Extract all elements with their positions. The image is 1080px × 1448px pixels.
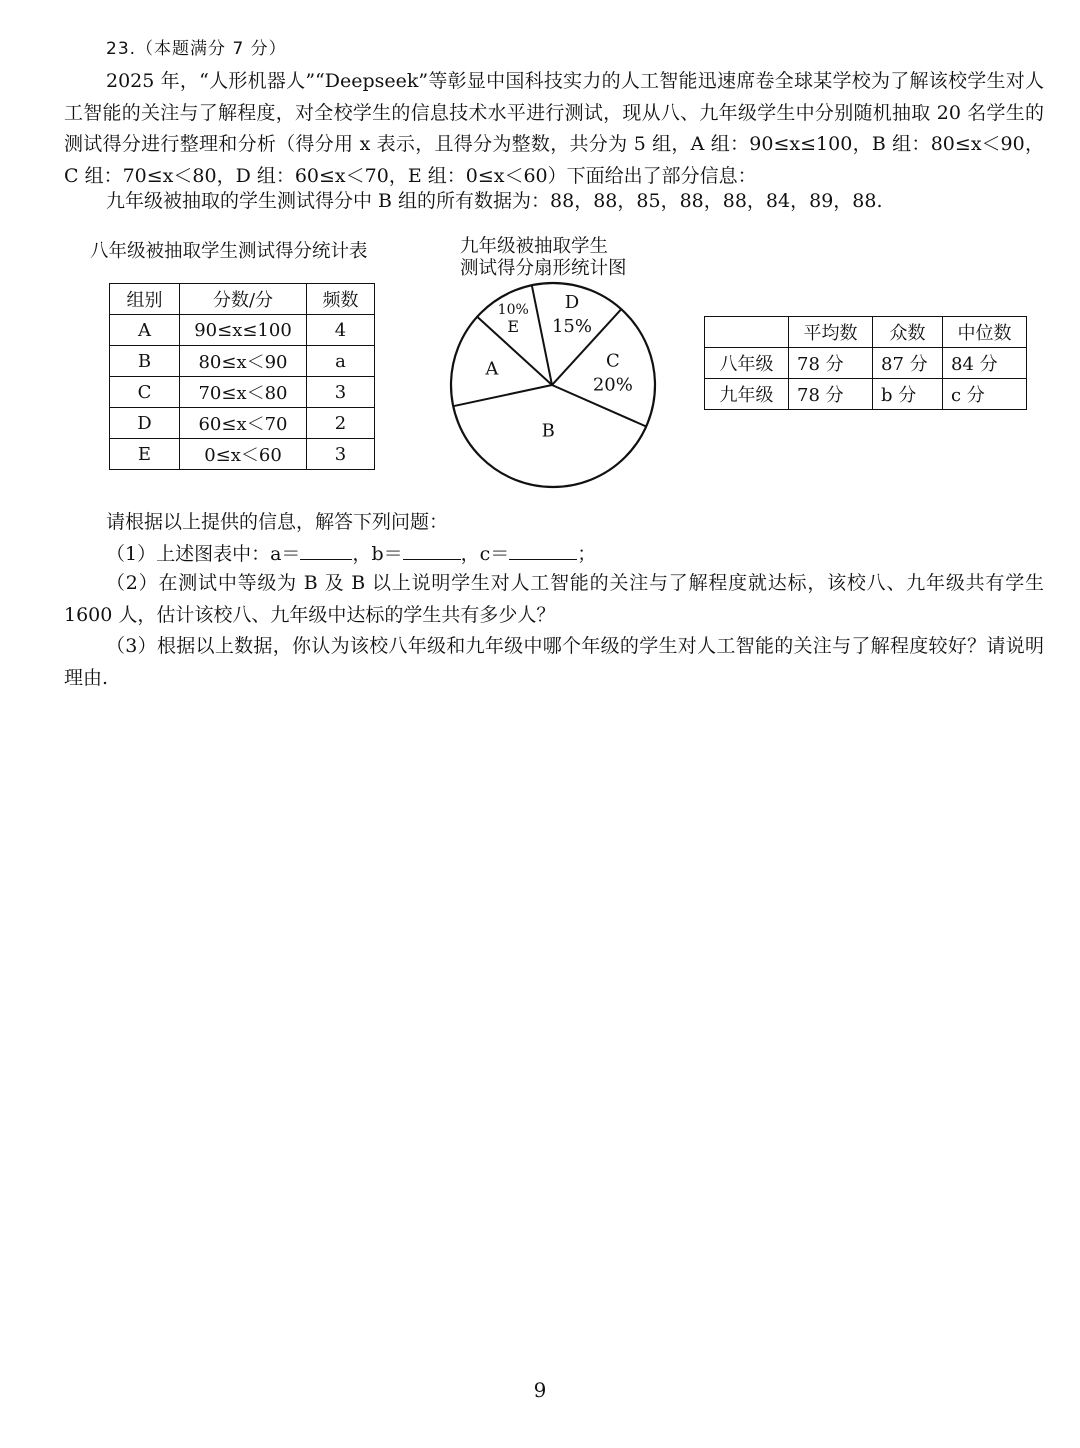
q1-c-label: c＝ xyxy=(479,543,510,565)
table-cell: 九年级 xyxy=(705,379,789,410)
header-cell: 频数 xyxy=(307,284,375,315)
question-1 xyxy=(64,539,1044,571)
pie-title-line-2: 测试得分扇形统计图 xyxy=(460,258,627,279)
table-cell: b 分 xyxy=(873,379,943,410)
header-cell: 众数 xyxy=(873,317,943,348)
question-3: （3）根据以上数据，你认为该校八年级和九年级中哪个年级的学生对人工智能的关注与了解程度较好？请说明理由. xyxy=(64,635,1044,689)
q1-end: ； xyxy=(577,543,597,565)
table-cell: E xyxy=(110,439,180,470)
table-cell: B xyxy=(110,346,180,377)
table-cell: A xyxy=(110,315,180,346)
table-cell: 2 xyxy=(307,408,375,439)
table-cell: 60≤x＜70 xyxy=(180,408,307,439)
table-cell: 3 xyxy=(307,377,375,408)
question-intro: 2025 年，“人形机器人”“Deepseek”等彰显中国科技实力的人工智能迅速席卷全球某学校为了解该校学生对人工智能的关注与了解程度，对全校学生的信息技术水平进行测试，现从八、九年级学生中分别随机抽取 20 名学生的测试得分进行整理和分析（得分用 x 表示，且得分为整数，共分为 5 组，A 组：90≤x≤100，B 组：80≤x＜90，C 组：70≤x＜80，D 组：60≤x＜70，E 组：0≤x＜60）下面给出了部分信息： xyxy=(64,70,1044,187)
grade8-table-header xyxy=(110,284,375,315)
q1-prefix: （1）上述图表中： xyxy=(106,543,271,565)
table-cell: a xyxy=(307,346,375,377)
table-cell: 90≤x≤100 xyxy=(180,315,307,346)
table-row xyxy=(110,439,375,470)
table-row xyxy=(110,408,375,439)
table-row xyxy=(110,377,375,408)
pie-slice-label: E xyxy=(507,317,520,337)
grade8-table-caption: 八年级被抽取学生测试得分统计表 xyxy=(90,241,368,262)
header-cell: 中位数 xyxy=(943,317,1027,348)
stats-table-header xyxy=(705,317,1027,348)
pie-slice-boundary-a xyxy=(453,385,552,406)
answer-c-blank[interactable] xyxy=(509,539,577,560)
grade8-table xyxy=(109,283,375,470)
header-cell: 分数/分 xyxy=(180,284,307,315)
question-2: （2）在测试中等级为 B 及 B 以上说明学生对人工智能的关注与了解程度就达标，该校八、九年级共有学生 1600 人，估计该校八、九年级中达标的学生共有多少人？ xyxy=(64,572,1044,626)
pie-percent-label: 20% xyxy=(592,374,633,396)
table-cell: 3 xyxy=(307,439,375,470)
pie-chart xyxy=(440,275,670,500)
table-cell: 78 分 xyxy=(789,348,873,379)
pie-slice-label: B xyxy=(541,420,555,442)
question-heading: 23.（本题满分 7 分） xyxy=(106,39,287,59)
table-cell: 4 xyxy=(307,315,375,346)
table-cell: 0≤x＜60 xyxy=(180,439,307,470)
table-cell: D xyxy=(110,408,180,439)
table-row xyxy=(110,315,375,346)
table-cell: 80≤x＜90 xyxy=(180,346,307,377)
table-cell: 八年级 xyxy=(705,348,789,379)
table-row xyxy=(705,379,1027,410)
stats-table xyxy=(704,316,1027,410)
table-row xyxy=(705,348,1027,379)
header-cell xyxy=(705,317,789,348)
grade9-b-data: 九年级被抽取的学生测试得分中 B 组的所有数据为：88，88，85，88，88，84，89，88. xyxy=(106,190,883,212)
q1-b-label: b＝ xyxy=(371,543,403,565)
answer-b-blank[interactable] xyxy=(403,539,461,560)
table-cell: 84 分 xyxy=(943,348,1027,379)
q1-a-label: a＝ xyxy=(270,543,301,565)
q1-sep: ， xyxy=(352,543,372,565)
pie-slice-label: D xyxy=(564,292,580,314)
answer-a-blank[interactable] xyxy=(300,539,352,560)
table-row xyxy=(110,346,375,377)
table-cell: 78 分 xyxy=(789,379,873,410)
q1-sep: ， xyxy=(460,543,480,565)
table-cell: 70≤x＜80 xyxy=(180,377,307,408)
pie-percent-label: 10% xyxy=(497,302,529,319)
table-cell: 87 分 xyxy=(873,348,943,379)
pie-chart-title xyxy=(460,236,627,280)
table-cell: c 分 xyxy=(943,379,1027,410)
header-cell: 组别 xyxy=(110,284,180,315)
pie-title-line-1: 九年级被抽取学生 xyxy=(460,236,609,257)
pie-slice-label: A xyxy=(485,358,499,380)
header-cell: 平均数 xyxy=(789,317,873,348)
questions-prompt: 请根据以上提供的信息，解答下列问题： xyxy=(106,511,449,533)
table-cell: C xyxy=(110,377,180,408)
pie-percent-label: 15% xyxy=(551,316,593,338)
pie-slice-label: C xyxy=(605,350,620,372)
page-number: 9 xyxy=(533,1378,547,1402)
